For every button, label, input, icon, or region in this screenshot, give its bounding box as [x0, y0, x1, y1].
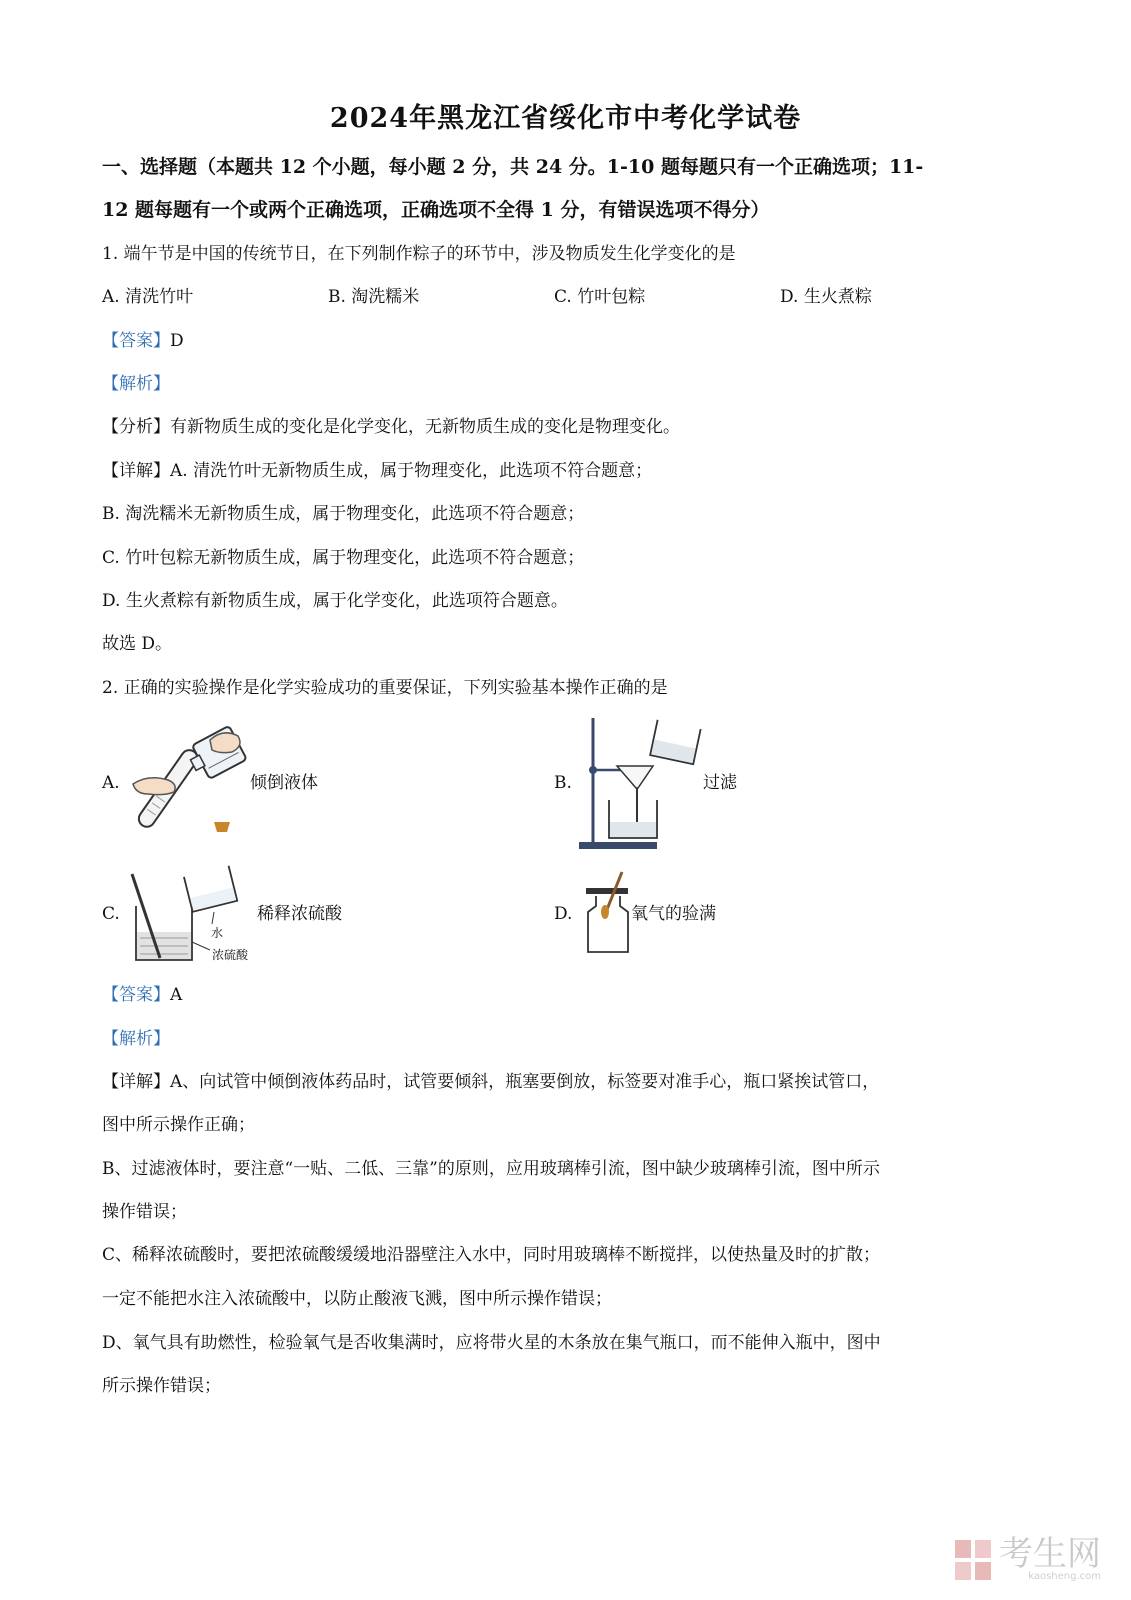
q1-option-a: A. 清洗竹叶	[102, 287, 194, 307]
answer-tag: 【答案】	[102, 985, 170, 1005]
answer-value: A	[170, 985, 183, 1005]
fenxi-tag: 【分析】	[102, 417, 170, 437]
q2-detail-d1: D、氧气具有助燃性，检验氧气是否收集满时，应将带火星的木条放在集气瓶口，而不能伸入瓶中，图中	[102, 1333, 881, 1353]
section-heading-line2: 12 题每题有一个或两个正确选项，正确选项不全得 1 分，有错误选项不得分）	[102, 199, 770, 221]
q1-option-b: B. 淘洗糯米	[328, 287, 420, 307]
detail-tag: 【详解】	[102, 461, 170, 481]
watermark-url: kaosheng.com	[1028, 1571, 1101, 1582]
q2-detail-d2: 所示操作错误；	[102, 1376, 221, 1396]
q2-option-a-caption: 倾倒液体	[250, 773, 318, 793]
q2-detail-b2: 操作错误；	[102, 1202, 187, 1222]
q1-option-d: D. 生火煮粽	[780, 287, 872, 307]
q2-detail-c1: C、稀释浓硫酸时，要把浓硫酸缓缓地沿器壁注入水中，同时用玻璃棒不断搅拌，以使热量及时的扩散；	[102, 1245, 881, 1265]
q2-option-c-letter: C.	[102, 904, 120, 924]
q2-detail-c2: 一定不能把水注入浓硫酸中，以防止酸液飞溅，图中所示操作错误；	[102, 1289, 612, 1309]
q1-detail-d: D. 生火煮粽有新物质生成，属于化学变化，此选项符合题意。	[102, 591, 568, 611]
fenxi-text: 有新物质生成的变化是化学变化，无新物质生成的变化是物理变化。	[170, 417, 680, 437]
q2-option-b-letter: B.	[554, 773, 572, 793]
acid-label: 浓硫酸	[212, 948, 249, 962]
q2-option-d-caption: 氧气的验满	[631, 904, 716, 924]
q2-option-d-letter: D.	[554, 904, 573, 924]
q2-analysis-tag: 【解析】	[102, 1029, 170, 1049]
q1-fenxi	[102, 416, 680, 438]
q2-option-a-letter: A.	[102, 773, 120, 793]
q2-detail-a2: 图中所示操作正确；	[102, 1115, 255, 1135]
q1-option-c: C. 竹叶包粽	[554, 287, 646, 307]
q1-analysis-tag: 【解析】	[102, 374, 170, 394]
q2-answer	[102, 984, 182, 1006]
q2-detail-a1	[102, 1071, 879, 1093]
q2-stem: 2. 正确的实验操作是化学实验成功的重要保证，下列实验基本操作正确的是	[102, 678, 668, 698]
detail-text: A、向试管中倾倒液体药品时，试管要倾斜，瓶塞要倒放，标签要对准手心，瓶口紧挨试管口，	[170, 1072, 880, 1092]
q1-detail-b: B. 淘洗糯米无新物质生成，属于物理变化，此选项不符合题意；	[102, 504, 585, 524]
q2-option-b-caption: 过滤	[703, 773, 737, 793]
q2-detail-b1: B、过滤液体时，要注意“一贴、二低、三靠”的原则，应用玻璃棒引流，图中缺少玻璃棒引流，图中所示	[102, 1159, 880, 1179]
page-title: 2024年黑龙江省绥化市中考化学试卷	[329, 103, 802, 134]
detail-tag: 【详解】	[102, 1072, 170, 1092]
watermark-logo-icon	[953, 1538, 993, 1582]
q1-conclusion: 故选 D。	[102, 634, 173, 654]
answer-tag: 【答案】	[102, 331, 170, 351]
watermark	[953, 1534, 1101, 1582]
filtration-figure	[575, 714, 707, 852]
q1-stem: 1. 端午节是中国的传统节日，在下列制作粽子的环节中，涉及物质发生化学变化的是	[102, 244, 736, 264]
q1-detail-a	[102, 460, 652, 482]
answer-value: D	[170, 331, 184, 351]
detail-text: A. 清洗竹叶无新物质生成，属于物理变化，此选项不符合题意；	[170, 461, 653, 481]
water-label: 水	[211, 926, 224, 940]
pour-liquid-figure	[128, 722, 253, 840]
watermark-text: 考生网	[999, 1534, 1101, 1574]
q1-detail-c: C. 竹叶包粽无新物质生成，属于物理变化，此选项不符合题意；	[102, 548, 585, 568]
q1-answer	[102, 330, 184, 352]
oxygen-test-figure	[582, 866, 632, 956]
q2-option-c-caption: 稀释浓硫酸	[257, 904, 342, 924]
section-heading-line1: 一、选择题（本题共 12 个小题，每小题 2 分，共 24 分。1-10 题每题只有一个正确选项；11-	[102, 156, 924, 178]
